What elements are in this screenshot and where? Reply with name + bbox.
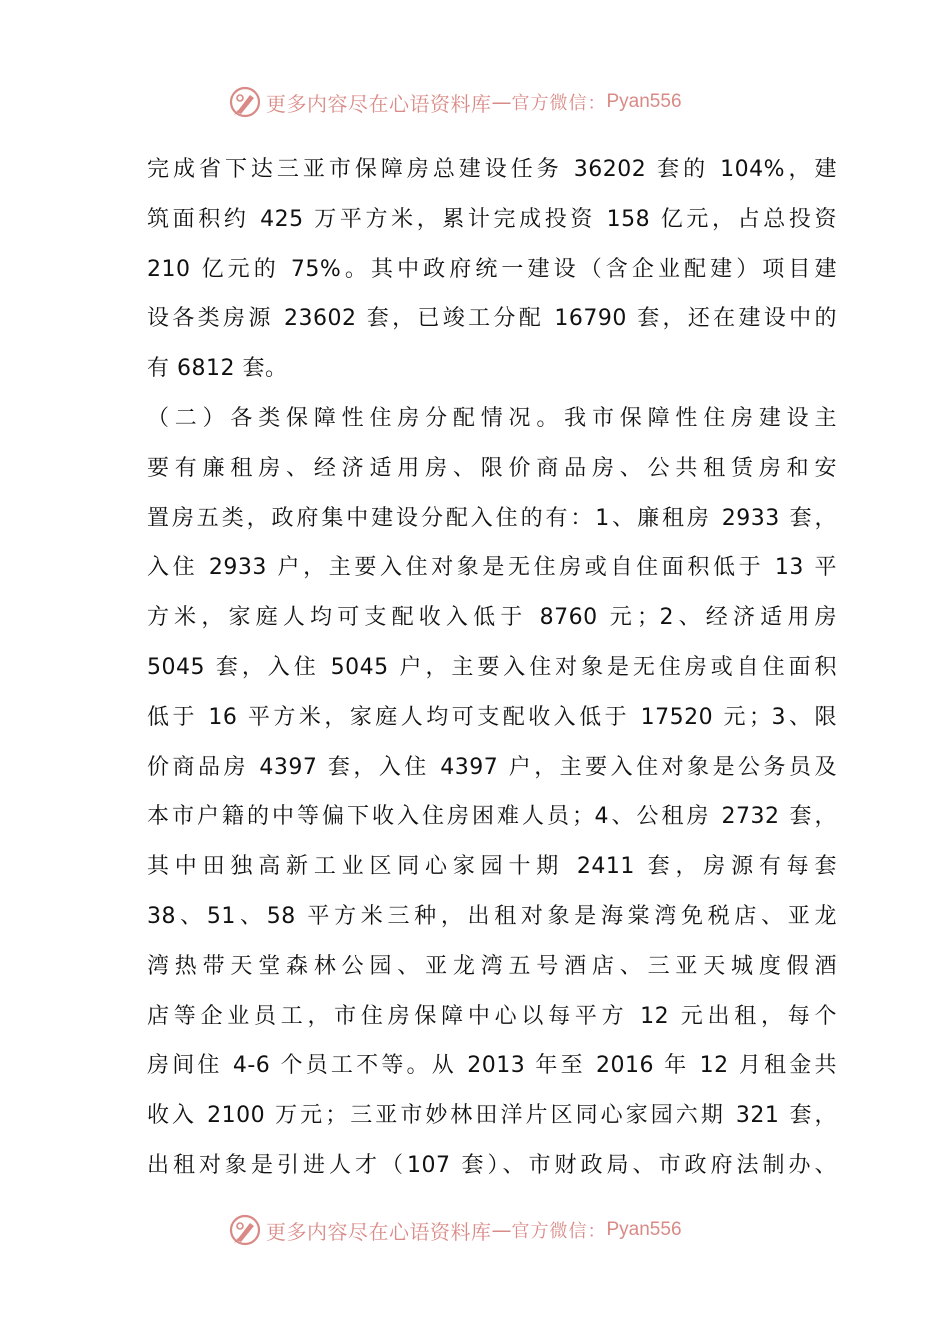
document-body bbox=[147, 145, 837, 1191]
header-watermark bbox=[228, 84, 682, 120]
text-line: 筑面积约 425 万平方米，累计完成投资 158 亿元，占总投资 bbox=[147, 206, 837, 232]
watermark-main-text: 更多内容尽在心语资料库 bbox=[266, 1219, 492, 1244]
watermark-wechat-id: Pyan556 bbox=[606, 1219, 682, 1240]
text-line: 38、51、58 平方米三种，出租对象是海棠湾免税店、亚龙 bbox=[147, 903, 837, 929]
watermark-dash: — bbox=[491, 90, 512, 114]
text-line: 价商品房 4397 套，入住 4397 户，主要入住对象是公务员及 bbox=[147, 754, 837, 780]
watermark-wechat-label: 官方微信： bbox=[511, 1221, 607, 1242]
text-line: 出租对象是引进人才（107 套）、市财政局、市政府法制办、 bbox=[147, 1152, 837, 1178]
footer-watermark bbox=[228, 1212, 682, 1248]
text-line: 方米，家庭人均可支配收入低于 8760 元；2、经济适用房 bbox=[147, 605, 837, 631]
text-line: 收入 2100 万元；三亚市妙林田洋片区同心家园六期 321 套， bbox=[147, 1103, 837, 1129]
text-line: 低于 16 平方米，家庭人均可支配收入低于 17520 元；3、限 bbox=[147, 704, 837, 730]
pen-nib-logo-icon bbox=[228, 1213, 262, 1247]
watermark-wechat-label: 官方微信： bbox=[511, 93, 607, 114]
pen-nib-logo-icon bbox=[228, 85, 262, 119]
text-line: 设各类房源 23602 套，已竣工分配 16790 套，还在建设中的 bbox=[147, 306, 837, 332]
text-line: 本市户籍的中等偏下收入住房困难人员；4、公租房 2732 套， bbox=[147, 804, 837, 830]
watermark-main-text: 更多内容尽在心语资料库 bbox=[266, 91, 492, 116]
text-line: 置房五类，政府集中建设分配入住的有：1、廉租房 2933 套， bbox=[147, 505, 837, 531]
text-line: 完成省下达三亚市保障房总建设任务 36202 套的 104%，建 bbox=[147, 157, 837, 182]
text-line: 5045 套，入住 5045 户，主要入住对象是无住房或自住面积 bbox=[147, 654, 837, 680]
text-line: 210 亿元的 75%。其中政府统一建设（含企业配建）项目建 bbox=[147, 256, 837, 282]
text-line: 有 6812 套。 bbox=[147, 356, 288, 382]
watermark-wechat-id: Pyan556 bbox=[606, 91, 682, 112]
text-line: 入住 2933 户，主要入住对象是无住房或自住面积低于 13 平 bbox=[147, 555, 837, 581]
text-line: （二）各类保障性住房分配情况。我市保障性住房建设主 bbox=[147, 405, 837, 431]
text-line: 其中田独高新工业区同心家园十期 2411 套，房源有每套 bbox=[147, 854, 837, 880]
text-line: 店等企业员工，市住房保障中心以每平方 12 元出租，每个 bbox=[147, 1003, 837, 1029]
watermark-dash: — bbox=[491, 1218, 512, 1242]
text-line: 房间住 4-6 个员工不等。从 2013 年至 2016 年 12 月租金共 bbox=[147, 1053, 837, 1079]
text-line: 湾热带天堂森林公园、亚龙湾五号酒店、三亚天城度假酒 bbox=[147, 953, 837, 979]
text-line: 要有廉租房、经济适用房、限价商品房、公共租赁房和安 bbox=[147, 455, 837, 481]
